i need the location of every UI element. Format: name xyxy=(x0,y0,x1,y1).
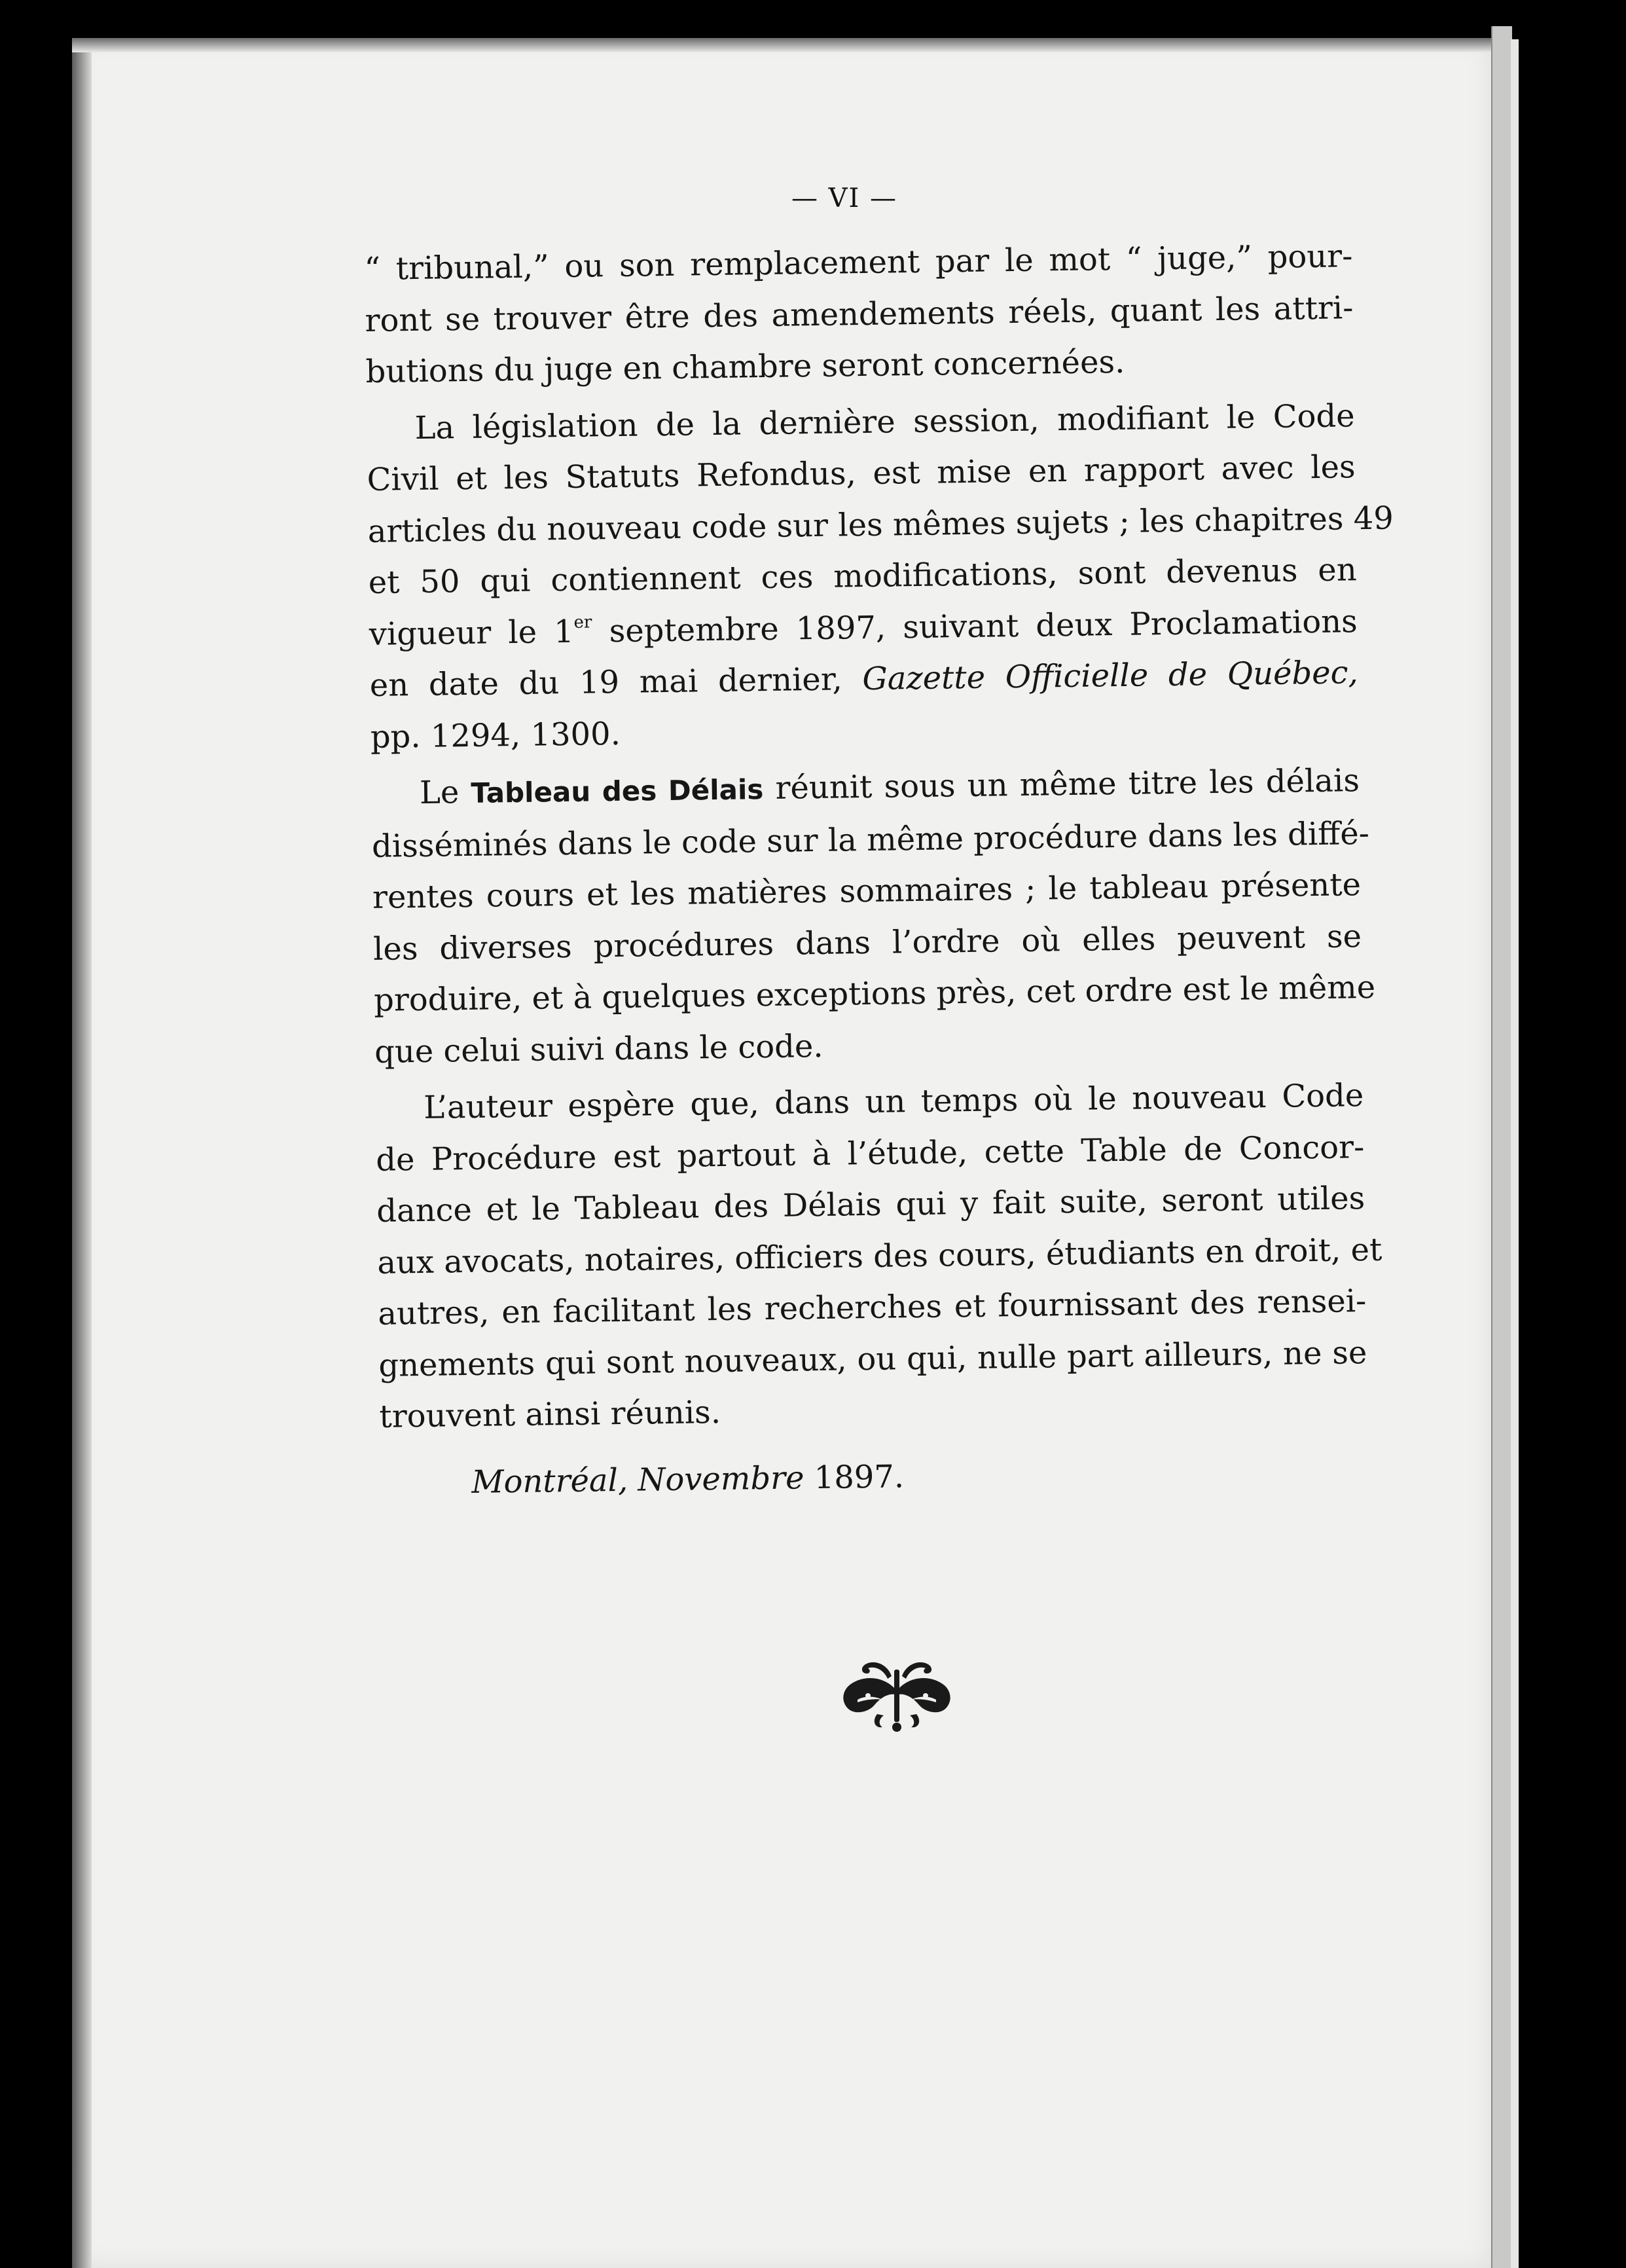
paragraph-3 xyxy=(370,755,1376,1078)
page-number: — VI — xyxy=(791,183,898,213)
page-right-edge xyxy=(1491,26,1512,2268)
text-line: Civil et les Statuts Refondus, est mise en rapport avec les xyxy=(367,448,1356,498)
signoff-place: Montréal, xyxy=(471,1461,628,1501)
signoff-month: Novembre xyxy=(638,1459,804,1499)
text-line: disséminés dans le code sur la même procédure dans les diffé- xyxy=(371,814,1370,865)
text-line: et 50 qui contiennent ces modifications, sont devenus en xyxy=(368,551,1358,601)
text-run: septembre 1897, suivant deux Proclamations xyxy=(592,602,1358,649)
page-top-edge xyxy=(72,38,1491,52)
signoff xyxy=(471,1458,904,1501)
text-run: Le xyxy=(419,774,460,811)
text-line: autres, en facilitant les recherches et fournissant des rensei- xyxy=(378,1283,1367,1332)
paragraph-4 xyxy=(375,1070,1382,1442)
paragraph-1 xyxy=(364,230,1354,397)
text-line: articles du nouveau code sur les mêmes sujets ; les chapitres 49 xyxy=(367,499,1394,550)
superscript: er xyxy=(573,612,592,632)
page-gutter-shadow xyxy=(72,38,92,2268)
body-text xyxy=(364,230,1394,1448)
text-line: gnements qui sont nouveaux, ou qui, nulle part ailleurs, ne se xyxy=(378,1334,1367,1384)
text-line: pp. 1294, 1300. xyxy=(370,715,621,756)
text-line: trouvent ainsi réunis. xyxy=(379,1394,721,1435)
text-line: aux avocats, notaires, officiers des cours, étudiants en droit, et xyxy=(377,1231,1382,1281)
fleuron-ornament-icon xyxy=(831,1650,962,1735)
text-line: butions du juge en chambre seront concernées. xyxy=(365,343,1125,390)
text-line: produire, et à quelques exceptions près, cet ordre est le même xyxy=(373,968,1376,1019)
tableau-title: Tableau des Délais xyxy=(471,773,764,809)
text-line: “ tribunal,” ou son remplacement par le mot “ juge,” pour- xyxy=(364,238,1353,287)
page-right-edge-inner xyxy=(1511,39,1519,2268)
text-line: de Procédure est partout à l’étude, cette Table de Concor- xyxy=(375,1128,1365,1179)
gazette-citation: Gazette Officielle de Québec, xyxy=(862,654,1359,698)
text-line: La législation de la dernière session, modifiant le Code xyxy=(414,397,1355,447)
text-line: les diverses procédures dans l’ordre où elles peuvent se xyxy=(372,917,1362,968)
signoff-year: 1897. xyxy=(814,1458,905,1497)
paragraph-2 xyxy=(366,390,1394,763)
text-line: L’auteur espère que, dans un temps où le nouveau Code xyxy=(423,1077,1364,1126)
text-run: réunit sous un même titre les délais xyxy=(775,762,1360,807)
text-run: vigueur le 1 xyxy=(369,613,575,653)
text-line: dance et le Tableau des Délais qui y fait suite, seront utiles xyxy=(376,1180,1365,1230)
text-run: en date du 19 mai dernier, xyxy=(369,661,843,704)
text-line: ront se trouver être des amendements réels, quant les attri- xyxy=(365,289,1354,339)
text-line: que celui suivi dans le code. xyxy=(374,1027,823,1070)
text-line: rentes cours et les matières sommaires ; le tableau présente xyxy=(372,866,1362,916)
